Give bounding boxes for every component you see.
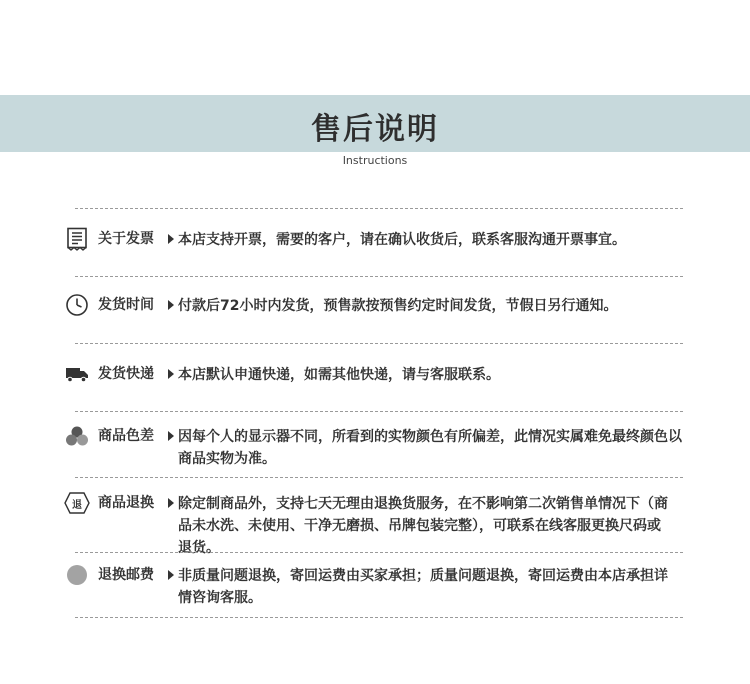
item-text: 除定制商品外，支持七天无理由退换货服务，在不影响第二次销售单情况下（商品未水洗、未使用、干净无磨损、吊牌包装完整），可联系在线客服更换尺码或退货。 bbox=[178, 496, 668, 556]
item-label: 发货快递 bbox=[98, 366, 154, 382]
item-text: 本店支持开票，需要的客户，请在确认收货后，联系客服沟通开票事宜。 bbox=[178, 232, 626, 248]
arrow-icon bbox=[168, 431, 174, 441]
divider bbox=[75, 276, 683, 277]
page-subtitle: Instructions bbox=[342, 154, 408, 167]
item-text: 因每个人的显示器不同，所看到的实物颜色有所偏差，此情况实属难免最终颜色以商品实物为准。 bbox=[178, 429, 682, 467]
arrow-icon bbox=[168, 234, 174, 244]
item-text: 非质量问题退换，寄回运费由买家承担；质量问题退换，寄回运费由本店承担详情咨询客服。 bbox=[178, 568, 668, 606]
item-label: 商品色差 bbox=[98, 428, 154, 444]
divider bbox=[75, 477, 683, 478]
page-title: 售后说明 bbox=[311, 112, 439, 147]
return-badge-text: 退 bbox=[72, 499, 82, 511]
divider bbox=[75, 552, 683, 553]
arrow-icon bbox=[168, 570, 174, 580]
arrow-icon bbox=[168, 498, 174, 508]
item-text: 本店默认申通快递，如需其他快递，请与客服联系。 bbox=[178, 367, 500, 383]
item-label: 商品退换 bbox=[98, 495, 154, 511]
color-dots-icon bbox=[64, 423, 90, 449]
divider bbox=[75, 343, 683, 344]
divider bbox=[75, 208, 683, 209]
item-label: 关于发票 bbox=[98, 231, 154, 247]
item-label: 发货时间 bbox=[98, 297, 154, 313]
truck-icon bbox=[64, 361, 90, 387]
clock-icon bbox=[64, 292, 90, 318]
invoice-icon bbox=[64, 226, 90, 252]
divider bbox=[75, 617, 683, 618]
return-badge-icon bbox=[64, 490, 90, 516]
arrow-icon bbox=[168, 300, 174, 310]
divider bbox=[75, 411, 683, 412]
gray-circle-icon bbox=[64, 562, 90, 588]
item-label: 退换邮费 bbox=[98, 567, 154, 583]
arrow-icon bbox=[168, 369, 174, 379]
item-text: 付款后72小时内发货，预售款按预售约定时间发货，节假日另行通知。 bbox=[178, 298, 618, 314]
